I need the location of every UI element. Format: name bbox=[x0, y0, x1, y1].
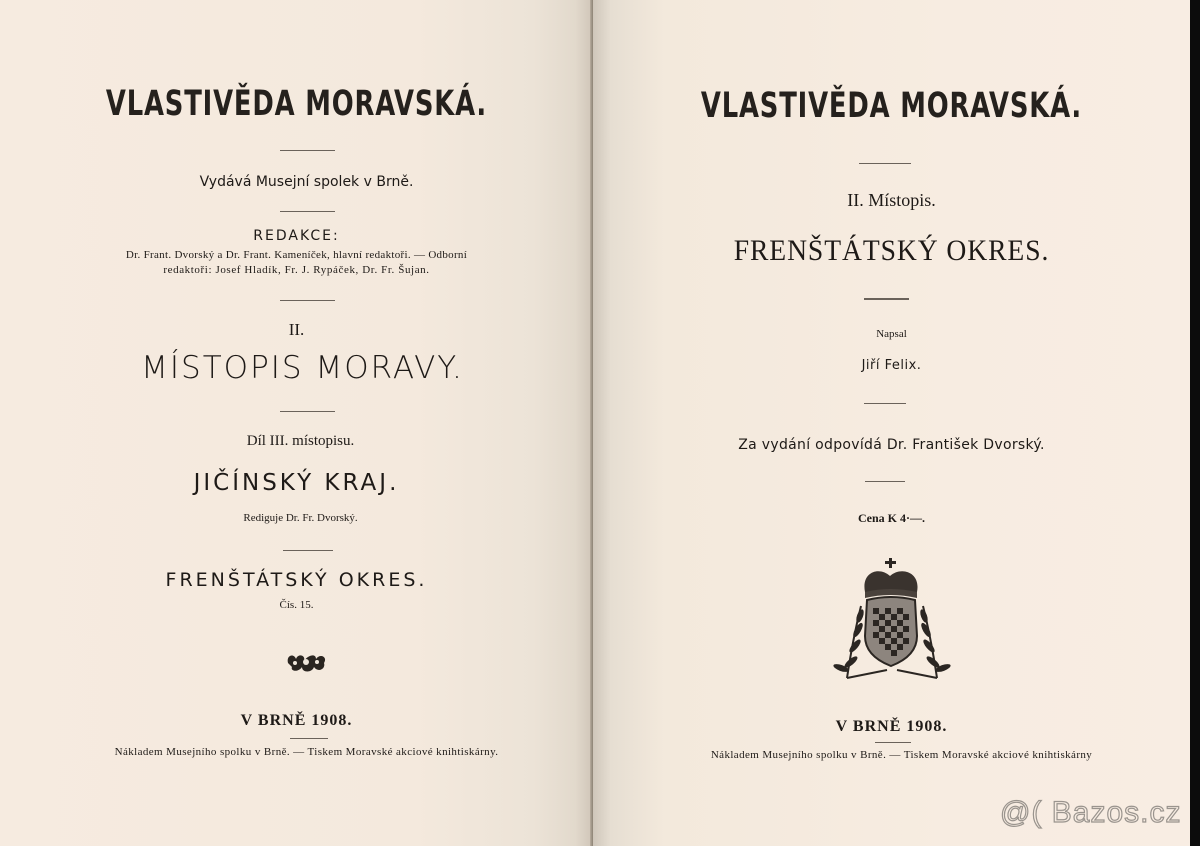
region-editor: Rediguje Dr. Fr. Dvorský. bbox=[243, 512, 358, 524]
divider bbox=[290, 738, 328, 739]
region-title: JIČÍNSKÝ KRAJ. bbox=[193, 470, 400, 496]
editorial-heading: REDAKCE: bbox=[253, 228, 340, 244]
volume-line: Díl III. místopisu. bbox=[246, 433, 355, 449]
left-page bbox=[0, 0, 593, 846]
part-title: MÍSTOPIS MORAVY. bbox=[141, 350, 464, 386]
divider bbox=[875, 742, 911, 743]
place-year: V BRNĚ 1908. bbox=[835, 718, 948, 735]
divider bbox=[280, 411, 335, 412]
publisher-line: Vydává Musejní spolek v Brně. bbox=[199, 174, 414, 190]
series-title: VLASTIVĚDA MORAVSKÁ. bbox=[105, 84, 488, 124]
imprint: Nákladem Musejního spolku v Brně. — Tiskem Moravské akciové knihtiskárny. bbox=[114, 746, 499, 758]
responsible-line: Za vydání odpovídá Dr. František Dvorský. bbox=[738, 437, 1045, 453]
author-name: Jiří Felix. bbox=[861, 358, 922, 373]
divider bbox=[280, 211, 335, 212]
place-year: V BRNĚ 1908. bbox=[240, 712, 353, 729]
divider bbox=[865, 481, 905, 482]
moravian-coat-of-arms-icon bbox=[827, 558, 957, 688]
district-title: FRENŠTÁTSKÝ OKRES. bbox=[733, 234, 1050, 267]
issue-number: Čís. 15. bbox=[279, 599, 314, 611]
divider bbox=[864, 403, 906, 404]
divider bbox=[280, 150, 335, 151]
price: Cena K 4·—. bbox=[857, 511, 925, 525]
divider bbox=[280, 300, 335, 301]
editorial-line-2: redaktoři: Josef Hladík, Fr. J. Rypáček, Dr. Fr. Šujan. bbox=[163, 264, 430, 276]
author-label: Napsal bbox=[876, 328, 907, 340]
divider bbox=[864, 298, 909, 300]
watermark: @( Bazos.cz bbox=[1000, 796, 1182, 829]
page-edge-shadow bbox=[1190, 0, 1200, 846]
right-page bbox=[593, 0, 1190, 846]
floral-ornament-icon bbox=[284, 649, 328, 675]
part-line: II. Místopis. bbox=[847, 190, 936, 210]
district-title: FRENŠTÁTSKÝ OKRES. bbox=[165, 569, 428, 591]
part-number: II. bbox=[288, 320, 305, 339]
divider bbox=[283, 550, 333, 551]
editorial-line-1: Dr. Frant. Dvorský a Dr. Frant. Kameníček, hlavní redaktoři. — Odborní bbox=[125, 249, 468, 261]
series-title: VLASTIVĚDA MORAVSKÁ. bbox=[700, 86, 1083, 126]
divider bbox=[859, 163, 911, 164]
imprint: Nákladem Musejního spolku v Brně. — Tiskem Moravské akciové knihtiskárny bbox=[710, 749, 1093, 761]
